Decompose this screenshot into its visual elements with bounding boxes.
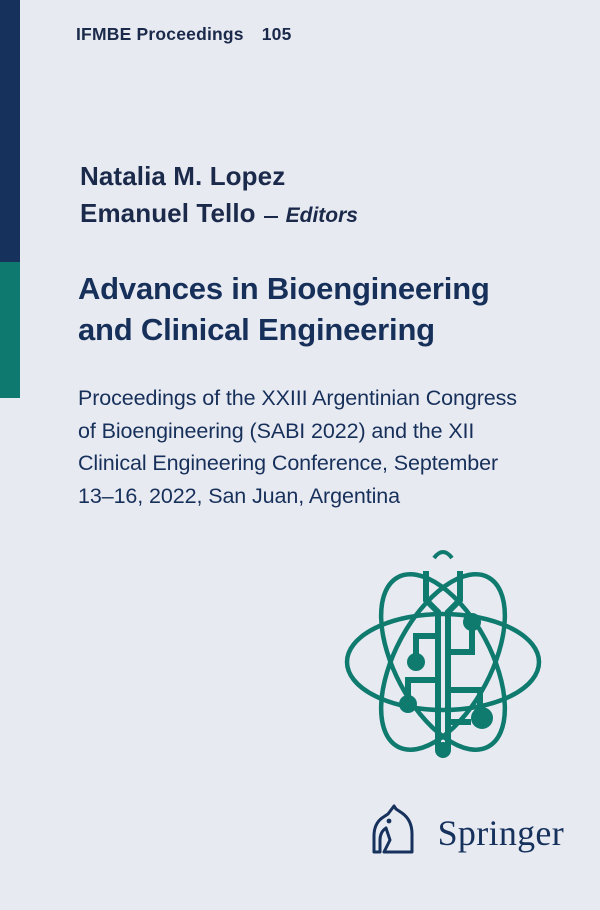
spine-bar-navy [0,0,20,262]
editor-name-2: Emanuel Tello [80,197,256,228]
series-volume: 105 [261,24,292,44]
editors-role-label: Editors [285,203,358,227]
book-subtitle: Proceedings of the XXIII Argentinian Congress of Bioengineering (SABI 2022) and the XII Clinical Engineering Conference, September 13–16, 2022, San Juan, Argentina [78,386,517,509]
publisher-name: Springer [437,813,564,853]
series-name: IFMBE Proceedings [76,24,244,44]
publisher-logo [362,800,564,866]
springer-knight-icon [362,800,428,866]
book-title: Advances in Bioengineering and Clinical Engineering [78,271,490,348]
series-line [76,24,292,45]
editor-name-1: Natalia M. Lopez [80,161,286,191]
atom-circuit-artwork [330,540,560,785]
editors-block [80,158,358,232]
spine-bar-teal [0,262,20,398]
